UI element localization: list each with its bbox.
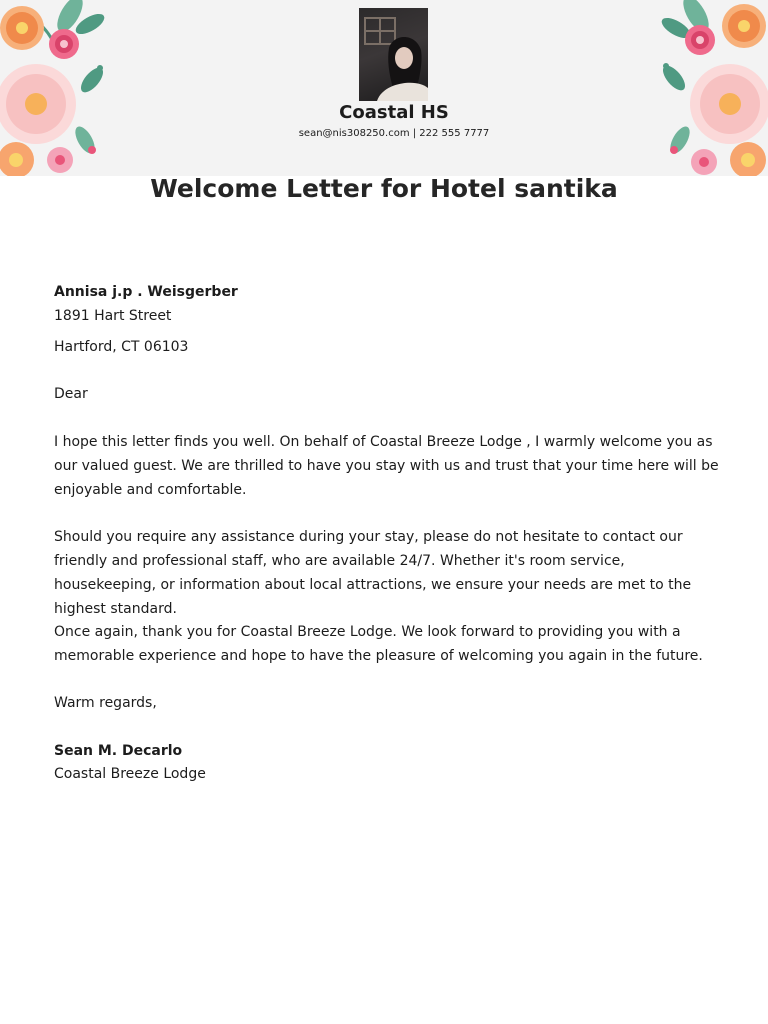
paragraph-1: I hope this letter finds you well. On behalf of Coastal Breeze Lodge , I warmly welcome you as our valued guest. We are thrilled to have you stay with us and trust that your time here will be enjoyable and comfortable. xyxy=(54,434,719,498)
letterhead xyxy=(0,0,768,176)
paragraph-2: Should you require any assistance during your stay, please do not hesitate to contact our friendly and professional staff, who are available 24/7. Whether it's room service, housekeeping, or information about local attractions, we ensure your needs are met to the highest standard. xyxy=(54,529,692,617)
letter-title: Welcome Letter for Hotel santika xyxy=(150,174,618,203)
sender-organization: Coastal Breeze Lodge xyxy=(54,766,206,782)
paragraph-3: Once again, thank you for Coastal Breeze Lodge. We look forward to providing you with a memorable experience and hope to have the pleasure of welcoming you again in the future. xyxy=(54,624,703,664)
sender-name: Sean M. Decarlo xyxy=(54,743,183,759)
address-line-1: 1891 Hart Street xyxy=(54,308,172,324)
company-name: Coastal HS xyxy=(339,102,449,123)
salutation: Dear xyxy=(54,386,88,402)
portrait-photo-icon xyxy=(359,8,428,101)
address-line-2: Hartford, CT 06103 xyxy=(54,339,189,355)
closing: Warm regards, xyxy=(54,695,157,711)
recipient-name: Annisa j.p . Weisgerber xyxy=(54,284,238,300)
company-contact: sean@nis308250.com | 222 555 7777 xyxy=(298,128,490,139)
floral-decoration-right-icon xyxy=(658,0,768,176)
floral-decoration-left-icon xyxy=(0,0,110,176)
profile-photo xyxy=(359,8,428,101)
